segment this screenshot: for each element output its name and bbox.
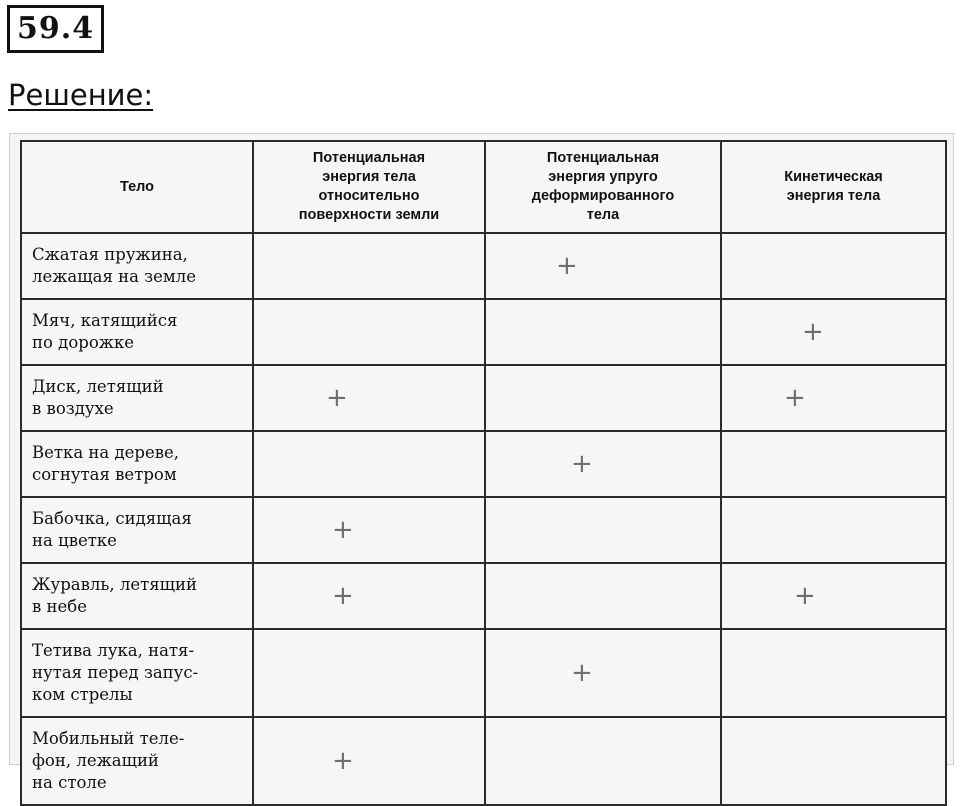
kinetic-cell	[721, 497, 946, 563]
table-row	[21, 717, 946, 805]
table-row	[21, 233, 946, 299]
solution-heading: Решение:	[8, 78, 154, 112]
body-name-cell: Ветка на дереве, согнутая ветром	[21, 431, 253, 497]
plus-mark: +	[784, 383, 806, 413]
body-name-cell: Бабочка, сидящая на цветке	[21, 497, 253, 563]
plus-mark: +	[571, 658, 593, 688]
table-row	[21, 365, 946, 431]
plus-mark: +	[802, 317, 824, 347]
body-name-cell: Тетива лука, натя- нутая перед запус- ком стрелы	[21, 629, 253, 717]
table-row	[21, 563, 946, 629]
potential-elastic-cell	[485, 233, 721, 299]
potential-ground-cell	[253, 563, 485, 629]
table-header-row	[21, 141, 946, 233]
potential-ground-cell	[253, 431, 485, 497]
potential-ground-cell	[253, 299, 485, 365]
table-row	[21, 497, 946, 563]
column-header-body: Тело	[21, 141, 253, 233]
plus-mark: +	[571, 449, 593, 479]
table-row	[21, 431, 946, 497]
potential-ground-cell	[253, 233, 485, 299]
column-header-potential-ground: Потенциальная энергия тела относительно поверхности земли	[253, 141, 485, 233]
kinetic-cell	[721, 365, 946, 431]
body-name-cell: Мобильный теле- фон, лежащий на столе	[21, 717, 253, 805]
table-row	[21, 299, 946, 365]
body-name-cell: Диск, летящий в воздухе	[21, 365, 253, 431]
potential-ground-cell	[253, 717, 485, 805]
plus-mark: +	[326, 383, 348, 413]
plus-mark: +	[332, 746, 354, 776]
potential-ground-cell	[253, 365, 485, 431]
column-header-kinetic: Кинетическая энергия тела	[721, 141, 946, 233]
kinetic-cell	[721, 717, 946, 805]
body-name-cell: Сжатая пружина, лежащая на земле	[21, 233, 253, 299]
potential-elastic-cell	[485, 563, 721, 629]
body-name-cell: Мяч, катящийся по дорожке	[21, 299, 253, 365]
potential-elastic-cell	[485, 629, 721, 717]
potential-elastic-cell	[485, 497, 721, 563]
table-row	[21, 629, 946, 717]
kinetic-cell	[721, 629, 946, 717]
plus-mark: +	[332, 515, 354, 545]
kinetic-cell	[721, 431, 946, 497]
potential-elastic-cell	[485, 299, 721, 365]
energy-table	[20, 140, 947, 806]
potential-elastic-cell	[485, 365, 721, 431]
potential-ground-cell	[253, 629, 485, 717]
table-scan	[9, 133, 954, 792]
potential-elastic-cell	[485, 431, 721, 497]
kinetic-cell	[721, 299, 946, 365]
column-header-potential-elastic: Потенциальная энергия упруго деформированного тела	[485, 141, 721, 233]
potential-elastic-cell	[485, 717, 721, 805]
plus-mark: +	[332, 581, 354, 611]
plus-mark: +	[556, 251, 578, 281]
kinetic-cell	[721, 233, 946, 299]
plus-mark: +	[794, 581, 816, 611]
problem-number: 59.4	[7, 5, 104, 53]
kinetic-cell	[721, 563, 946, 629]
potential-ground-cell	[253, 497, 485, 563]
body-name-cell: Журавль, летящий в небе	[21, 563, 253, 629]
